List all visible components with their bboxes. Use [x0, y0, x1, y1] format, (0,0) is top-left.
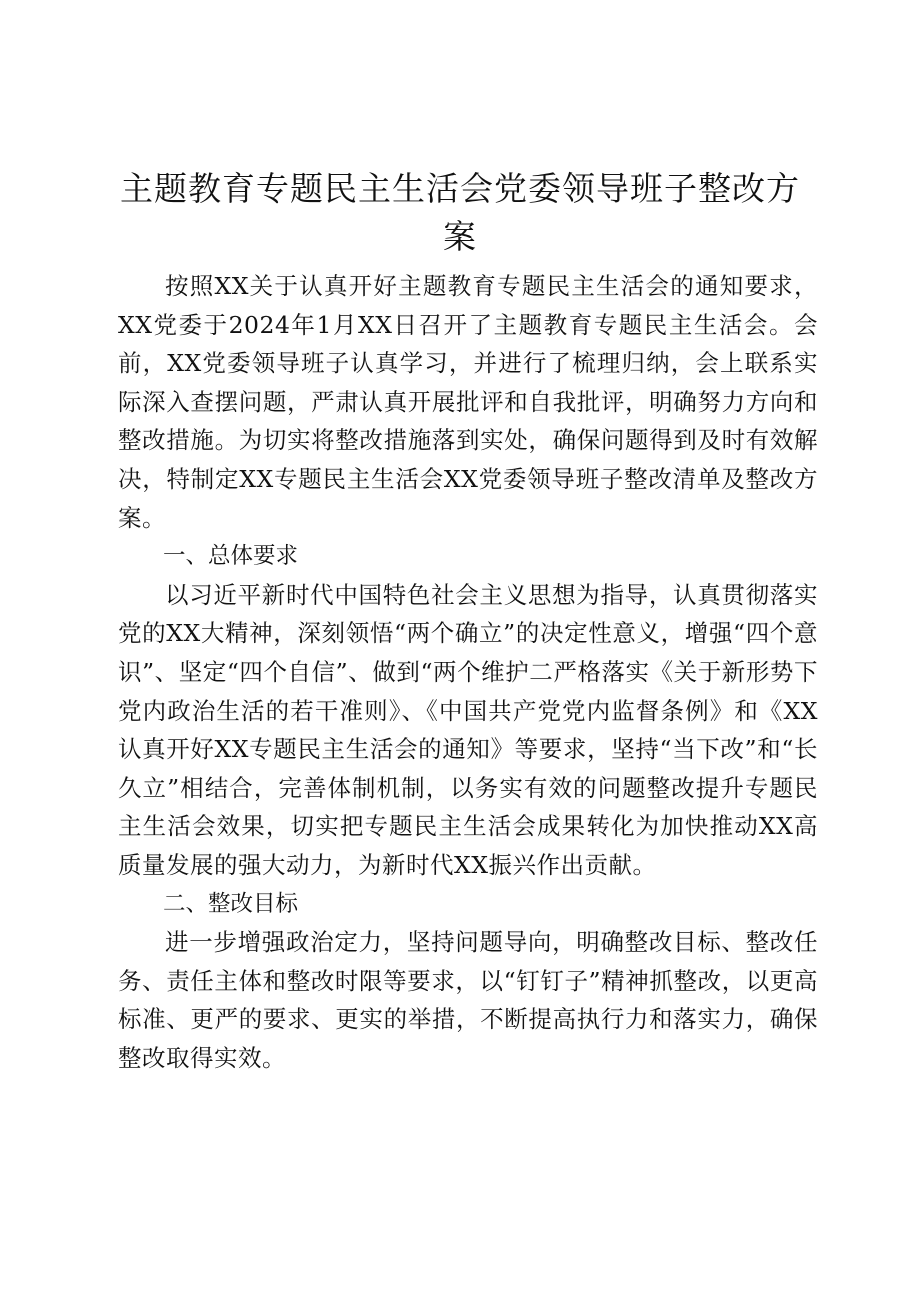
intro-paragraph: 按照XX关于认真开好主题教育专题民主生活会的通知要求，XX党委于2024年1月XX日召开了主题教育专题民主生活会。会前，XX党委领导班子认真学习，并进行了梳理归纳，会上联系实际深入查摆问题，严肃认真开展批评和自我批评，明确努力方向和整改措施。为切实将整改措施落到实处，确保问题得到及时有效解决，特制定XX专题民主生活会XX党委领导班子整改清单及整改方案。 — [118, 272, 818, 532]
document-body — [118, 267, 818, 1077]
section-heading-rectification-goals: 二、整改目标 — [163, 890, 299, 917]
section-paragraph-rectification-goals: 进一步增强政治定力，坚持问题导向，明确整改目标、整改任务、责任主体和整改时限等要求，以“钉钉子”精神抓整改，以更高标准、更严的要求、更实的举措，不断提高执行力和落实力，确保整改取得实效。 — [118, 928, 818, 1072]
document-title: 主题教育专题民主生活会党委领导班子整改方案 — [120, 169, 800, 256]
section-heading-general-requirements: 一、总体要求 — [163, 543, 299, 570]
section-paragraph-general-requirements: 以习近平新时代中国特色社会主义思想为指导，认真贯彻落实党的XX大精神，深刻领悟“两个确立”的决定性意义，增强“四个意识”、坚定“四个自信”、做到“两个维护二严格落实《关于新形势下党内政治生活的若干准则》、《中国共产党党内监督条例》和《XX认真开好XX专题民主生活会的通知》等要求，坚持“当下改”和“长久立”相结合，完善体制机制，以务实有效的问题整改提升专题民主生活会效果，切实把专题民主生活会成果转化为加快推动XX高质量发展的强大动力，为新时代XX振兴作出贡献。 — [118, 580, 818, 879]
